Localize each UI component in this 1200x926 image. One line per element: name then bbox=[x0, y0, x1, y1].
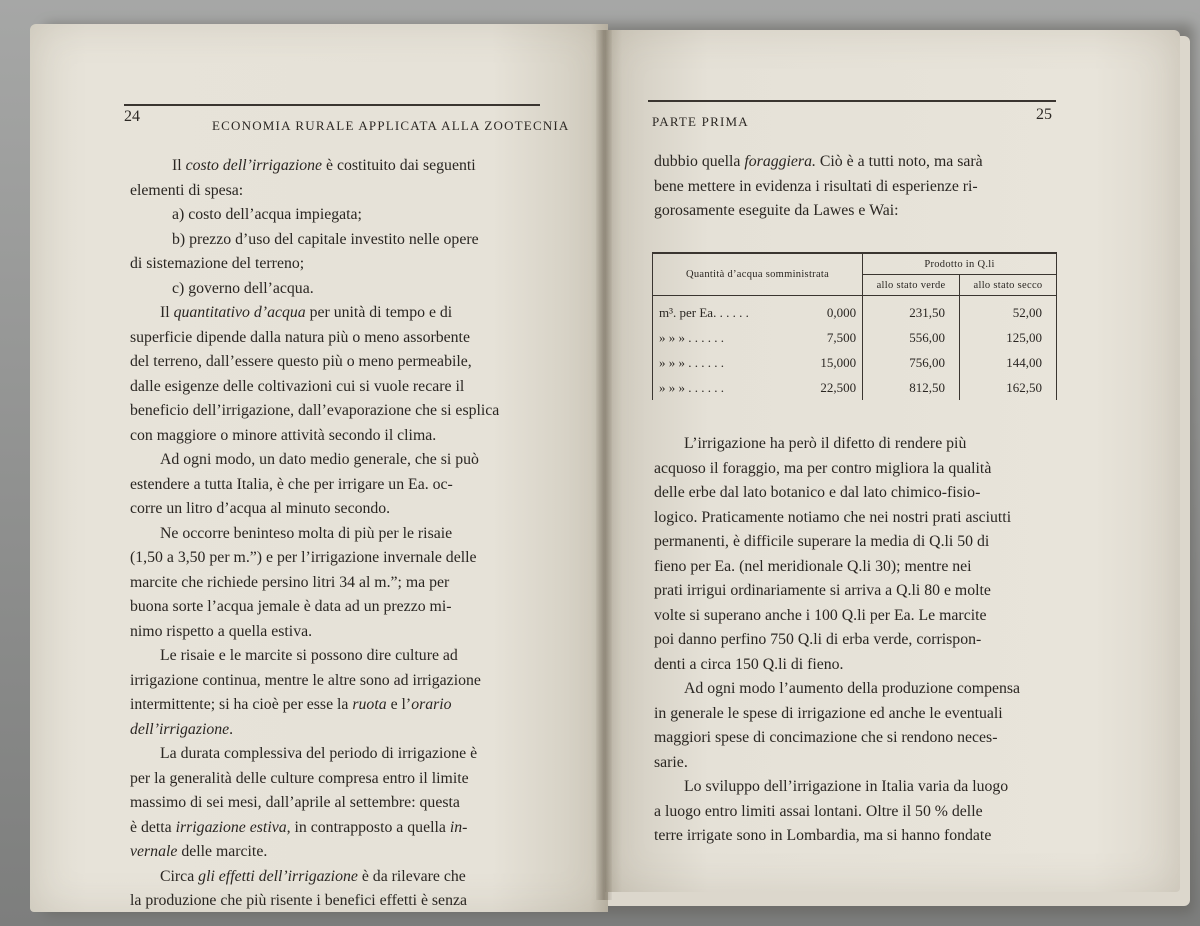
line: bene mettere in evidenza i risultati di esperienze ri- bbox=[654, 177, 978, 195]
line: a luogo entro limiti assai lontani. Oltre il 50 % delle bbox=[654, 802, 983, 820]
line: del terreno, dall’essere questo più o meno permeabile, bbox=[130, 353, 472, 370]
line: la produzione che più risente i benefici effetti è senza bbox=[130, 892, 467, 909]
line: volte si superano anche i 100 Q.li per Ea. Le marcite bbox=[654, 606, 987, 624]
line: (1,50 a 3,50 per m.”) e per l’irrigazione invernale delle bbox=[130, 549, 477, 566]
left-body-text bbox=[130, 154, 542, 914]
line: vernale delle marcite. bbox=[130, 843, 268, 860]
line: in generale le spese di irrigazione ed anche le eventuali bbox=[654, 704, 1003, 722]
right-header-rule bbox=[648, 100, 1056, 102]
line: Ne occorre beninteso molta di più per le risaie bbox=[160, 524, 453, 542]
left-header-rule bbox=[124, 104, 540, 106]
right-page-number: 25 bbox=[1036, 106, 1052, 123]
column-header: allo stato secco bbox=[960, 275, 1057, 296]
table-cell: 52,00 bbox=[960, 296, 1057, 326]
line: beneficio dell’irrigazione, dall’evaporazione che si esplica bbox=[130, 402, 500, 419]
line: La durata complessiva del periodo di irrigazione è bbox=[160, 745, 478, 762]
line: massimo di sei mesi, dall’aprile al settembre: questa bbox=[130, 794, 460, 811]
table-cell: » » » . . . . . . 15,000 bbox=[653, 350, 863, 375]
line: corre un litro d’acqua al minuto secondo. bbox=[130, 500, 391, 517]
line: sarie. bbox=[654, 753, 688, 771]
line: L’irrigazione ha però il difetto di rendere più bbox=[684, 435, 967, 452]
line: è detta irrigazione estiva, in contrapposto a quella in- bbox=[130, 818, 468, 836]
line: dalle esigenze delle coltivazioni cui si vuole recare il bbox=[130, 377, 465, 395]
table-row bbox=[653, 375, 1057, 400]
right-running-header: PARTE PRIMA bbox=[652, 114, 749, 129]
line: Il quantitativo d’acqua per unità di tempo e di bbox=[160, 304, 453, 321]
column-group-header: Prodotto in Q.li bbox=[863, 253, 1057, 275]
book-gutter bbox=[596, 30, 612, 900]
line: buona sorte l’acqua jemale è data ad un prezzo mi- bbox=[130, 598, 452, 615]
left-page-number: 24 bbox=[124, 108, 140, 125]
list-item: b) prezzo d’uso del capitale investito nelle opere bbox=[172, 230, 479, 248]
list-item: c) governo dell’acqua. bbox=[172, 279, 314, 297]
left-running-header: ECONOMIA RURALE APPLICATA ALLA ZOOTECNIA bbox=[212, 118, 570, 133]
table-cell: 756,00 bbox=[863, 350, 960, 375]
table-row bbox=[653, 325, 1057, 350]
line: delle erbe dal lato botanico e dal lato chimico-fisio- bbox=[654, 484, 981, 501]
table-cell: 812,50 bbox=[863, 375, 960, 400]
line: di sistemazione del terreno; bbox=[130, 255, 305, 272]
line: terre irrigate sono in Lombardia, ma si hanno fondate bbox=[654, 827, 992, 844]
right-body-text bbox=[654, 432, 1056, 849]
line: dell’irrigazione. bbox=[130, 720, 234, 738]
table-cell: m³. per Ea. . . . . . 0,000 bbox=[653, 296, 863, 326]
line: con maggiore o minore attività secondo il clima. bbox=[130, 426, 437, 444]
table-cell: 231,50 bbox=[863, 296, 960, 326]
right-intro-text bbox=[654, 150, 1056, 224]
table-cell: 144,00 bbox=[960, 350, 1057, 375]
line: Lo sviluppo dell’irrigazione in Italia varia da luogo bbox=[684, 778, 1009, 795]
table-cell: 162,50 bbox=[960, 375, 1057, 400]
line: marcite che richiede persino litri 34 al m.”; ma per bbox=[130, 573, 450, 591]
line: elementi di spesa: bbox=[130, 181, 244, 199]
line: Le risaie e le marcite si possono dire culture ad bbox=[160, 647, 458, 664]
line: fieno per Ea. (nel meridionale Q.li 30); mentre nei bbox=[654, 557, 972, 575]
table-cell: » » » . . . . . . 7,500 bbox=[653, 325, 863, 350]
line: irrigazione continua, mentre le altre sono ad irrigazione bbox=[130, 671, 481, 689]
line: maggiori spese di concimazione che si rendono neces- bbox=[654, 729, 998, 746]
line: poi danno perfino 750 Q.li di erba verde, corrispon- bbox=[654, 631, 982, 648]
line: denti a circa 150 Q.li di fieno. bbox=[654, 655, 844, 673]
line: prati irrigui ordinariamente si arriva a Q.li 80 e molte bbox=[654, 582, 991, 599]
table-row bbox=[653, 296, 1057, 326]
line: gorosamente eseguite da Lawes e Wai: bbox=[654, 202, 899, 219]
line: superficie dipende dalla natura più o meno assorbente bbox=[130, 328, 470, 346]
table-cell: » » » . . . . . . 22,500 bbox=[653, 375, 863, 400]
line: estendere a tutta Italia, è che per irrigare un Ea. oc- bbox=[130, 475, 453, 493]
table-cell: 125,00 bbox=[960, 325, 1057, 350]
line: intermittente; si ha cioè per esse la ruota e l’orario bbox=[130, 696, 452, 713]
line: Ad ogni modo, un dato medio generale, che si può bbox=[160, 451, 479, 468]
line: nimo rispetto a quella estiva. bbox=[130, 622, 313, 640]
list-item: a) costo dell’acqua impiegata; bbox=[172, 206, 362, 223]
line: permanenti, è difficile superare la media di Q.li 50 di bbox=[654, 533, 990, 550]
column-header: allo stato verde bbox=[863, 275, 960, 296]
table-cell: 556,00 bbox=[863, 325, 960, 350]
table-row bbox=[653, 350, 1057, 375]
line: Ad ogni modo l’aumento della produzione compensa bbox=[684, 680, 1021, 697]
line: logico. Praticamente notiamo che nei nostri prati asciutti bbox=[654, 508, 1012, 526]
line: dubbio quella foraggiera. Ciò è a tutti noto, ma sarà bbox=[654, 153, 983, 170]
line: acquoso il foraggio, ma per contro migliora la qualità bbox=[654, 459, 992, 477]
column-header: Quantità d’acqua somministrata bbox=[653, 253, 863, 296]
line: Il costo dell’irrigazione è costituito dai seguenti bbox=[172, 157, 476, 174]
irrigation-results-table bbox=[652, 252, 1057, 400]
line: Circa gli effetti dell’irrigazione è da rilevare che bbox=[160, 867, 466, 885]
line: per la generalità delle culture compresa entro il limite bbox=[130, 769, 469, 787]
